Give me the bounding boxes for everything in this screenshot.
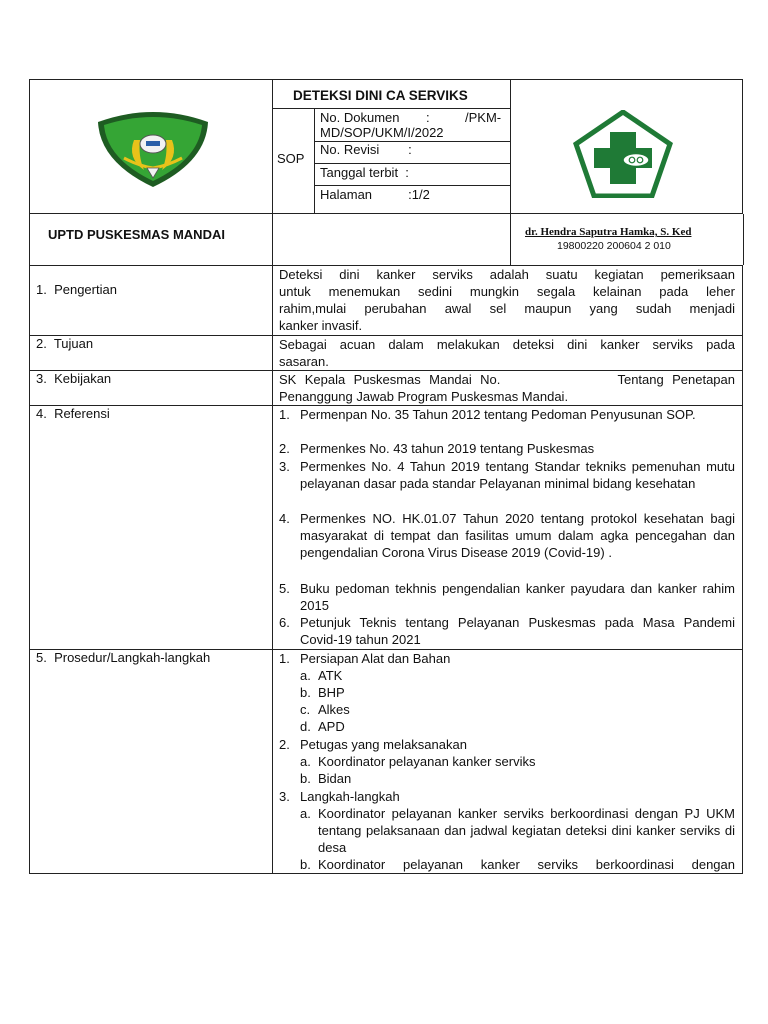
pengertian-line: untuk menemukan sedini mungkin segala kelainan pada leher (279, 284, 735, 299)
no-dokumen-value: MD/SOP/UKM/I/2022 (320, 125, 444, 140)
no-dokumen-label: No. Dokumen (320, 110, 400, 125)
subitem-text: Koordinator pelayanan kanker serviks (318, 754, 536, 769)
list-number: 3. (279, 459, 290, 474)
list-number: 6. (279, 615, 290, 630)
list-number: 4. (279, 511, 290, 526)
subitem-text: Alkes (318, 702, 350, 717)
pengertian-line: kanker invasif. (279, 318, 363, 333)
kebijakan-line: SK Kepala Puskesmas Mandai No. Tentang Penetapan (279, 372, 735, 387)
subitem-text: ATK (318, 668, 343, 683)
subitem-letter: a. (300, 806, 311, 821)
subitem-letter: b. (300, 857, 311, 872)
pengertian-line: rahim,mulai perubahan awal sel maupun yang sudah menjadi (279, 301, 735, 316)
step-text: Langkah-langkah (300, 789, 400, 804)
subitem-letter: c. (300, 702, 311, 717)
signer-name: dr. Hendra Saputra Hamka, S. Ked (525, 226, 692, 238)
puskesmas-logo-icon (570, 110, 676, 198)
tujuan-line: sasaran. (279, 354, 329, 369)
section-label: 1. Pengertian (36, 282, 117, 297)
list-text: Permenkes NO. HK.01.07 Tahun 2020 tentang protokol kesehatan bagi masyarakat di tempat dan fasilitas umum dalam agka pencegahan dan pengendalian Corona Virus Disease 2019 (Covid-19) . (300, 511, 735, 561)
table-divider (272, 265, 273, 874)
subitem-letter: b. (300, 685, 311, 700)
no-dokumen-value: /PKM- (465, 110, 502, 125)
list-number: 2. (279, 441, 290, 456)
header-divider (314, 163, 510, 164)
sop-label: SOP (277, 151, 305, 166)
list-text: Permenkes No. 43 tahun 2019 tentang Puskesmas (300, 441, 595, 456)
subitem-letter: d. (300, 719, 311, 734)
section-label: 3. Kebijakan (36, 371, 112, 386)
step-number: 3. (279, 789, 290, 804)
subitem-letter: b. (300, 771, 311, 786)
step-text: Petugas yang melaksanakan (300, 737, 467, 752)
subitem-letter: a. (300, 668, 311, 683)
pengertian-line: Deteksi dini kanker serviks adalah suatu kegiatan pemeriksaan (279, 267, 735, 282)
kebijakan-line: Penanggung Jawab Program Puskesmas Mandai. (279, 389, 569, 404)
header-divider (743, 214, 744, 265)
no-dokumen-sep: : (426, 110, 430, 125)
list-number: 5. (279, 581, 290, 596)
step-text: Persiapan Alat dan Bahan (300, 651, 451, 666)
tujuan-line: Sebagai acuan dalam melakukan deteksi dini kanker serviks pada (279, 337, 735, 352)
header-divider (29, 214, 30, 265)
institution-name: UPTD PUSKESMAS MANDAI (48, 227, 225, 242)
subitem-text: Koordinator pelayanan kanker serviks berkoordinasi dengan PJ UKM tentang pelaksanaan dan jadwal kegiatan deteksi dini kanker serviks di desa (318, 806, 735, 856)
list-text: Permenpan No. 35 Tahun 2012 tentang Pedoman Penyusunan SOP. (300, 407, 696, 422)
regency-emblem-icon (94, 108, 212, 188)
tanggal-terbit: Tanggal terbit : (320, 165, 409, 180)
step-number: 1. (279, 651, 290, 666)
subitem-text: APD (318, 719, 345, 734)
subitem-text: BHP (318, 685, 345, 700)
section-label: 4. Referensi (36, 406, 110, 421)
subitem-text: Bidan (318, 771, 352, 786)
header-divider (272, 108, 510, 109)
no-revisi: No. Revisi : (320, 142, 412, 157)
header-divider (314, 108, 315, 214)
list-text: Permenkes No. 4 Tahun 2019 tentang Standar tekniks pemenuhan mutu pelayanan dasar pada standar Pelayanan minimal bidang kesehatan (300, 459, 735, 492)
section-label: 2. Tujuan (36, 336, 94, 351)
subitem-text: Koordinator pelayanan kanker serviks berkoordinasi dengan (318, 857, 735, 872)
section-label: 5. Prosedur/Langkah-langkah (36, 650, 211, 665)
header-divider (510, 79, 511, 265)
halaman: Halaman :1/2 (320, 187, 430, 202)
sop-title: DETEKSI DINI CA SERVIKS (293, 88, 468, 103)
subitem-letter: a. (300, 754, 311, 769)
signer-nip: 19800220 200604 2 010 (557, 240, 671, 252)
step-number: 2. (279, 737, 290, 752)
list-number: 1. (279, 407, 290, 422)
header-divider (272, 79, 273, 265)
list-text: Buku pedoman tekhnis pengendalian kanker payudara dan kanker rahim 2015 (300, 581, 735, 614)
list-text: Petunjuk Teknis tentang Pelayanan Puskesmas pada Masa Pandemi Covid-19 tahun 2021 (300, 615, 735, 648)
header-divider (314, 185, 510, 186)
